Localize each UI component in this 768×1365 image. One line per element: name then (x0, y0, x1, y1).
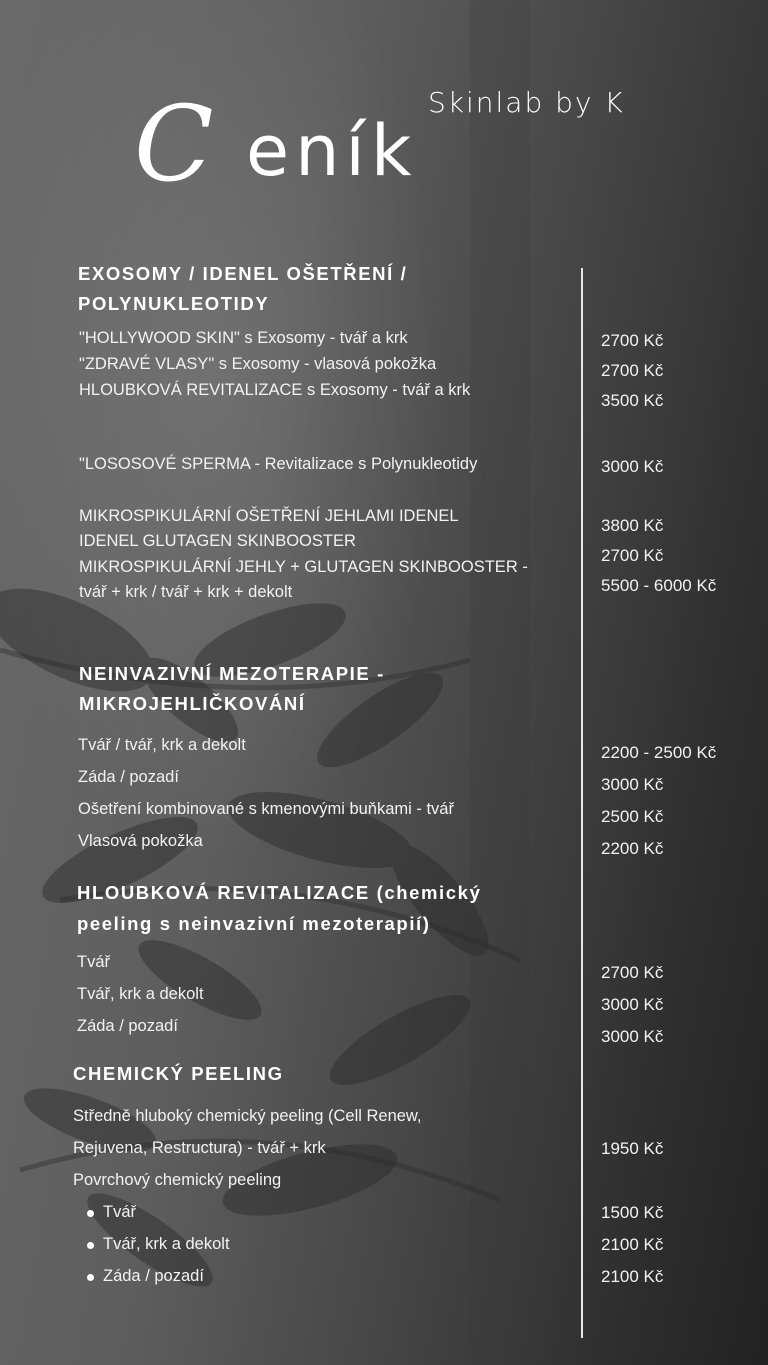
service-item: Tvář / tvář, krk a dekolt (78, 736, 246, 754)
price: 1950 Kč (601, 1139, 664, 1158)
price: 3000 Kč (601, 1027, 664, 1046)
service-item: Záda / pozadí (78, 768, 179, 786)
section-heading: HLOUBKOVÁ REVITALIZACE (chemický (77, 882, 482, 903)
section-heading: CHEMICKÝ PEELING (73, 1063, 284, 1084)
service-item: Tvář (77, 953, 110, 971)
price: 3000 Kč (601, 775, 664, 794)
service-item: Středně hluboký chemický peeling (Cell Renew, (73, 1107, 422, 1125)
title-rest: eník (246, 110, 418, 192)
section-heading: EXOSOMY / IDENEL OŠETŘENÍ / (78, 263, 408, 284)
section-heading: MIKROJEHLIČKOVÁNÍ (79, 693, 306, 714)
price: 3500 Kč (601, 391, 664, 410)
column-divider (581, 268, 583, 1338)
service-item: Tvář, krk a dekolt (103, 1235, 230, 1253)
page-title (134, 83, 444, 205)
bullet-icon (87, 1242, 94, 1249)
price: 2200 - 2500 Kč (601, 743, 717, 762)
price: 2700 Kč (601, 331, 664, 350)
price: 3000 Kč (601, 457, 664, 476)
service-item: Záda / pozadí (77, 1017, 178, 1035)
service-item: Povrchový chemický peeling (73, 1171, 282, 1189)
price: 2200 Kč (601, 839, 664, 858)
brand-name: Skinlab by K (428, 86, 625, 119)
service-item: IDENEL GLUTAGEN SKINBOOSTER (79, 532, 356, 550)
price: 2700 Kč (601, 963, 664, 982)
service-item: tvář + krk / tvář + krk + dekolt (79, 583, 293, 601)
service-item: HLOUBKOVÁ REVITALIZACE s Exosomy - tvář a krk (79, 381, 471, 399)
price: 5500 - 6000 Kč (601, 576, 717, 595)
service-item: Záda / pozadí (103, 1267, 204, 1285)
section-heading: peeling s neinvazivní mezoterapií) (77, 913, 431, 934)
price: 3000 Kč (601, 995, 664, 1014)
service-item: MIKROSPIKULÁRNÍ JEHLY + GLUTAGEN SKINBOOSTER - (79, 558, 528, 576)
bullet-icon (87, 1210, 94, 1217)
section-heading: POLYNUKLEOTIDY (78, 293, 270, 314)
service-item: "HOLLYWOOD SKIN" s Exosomy - tvář a krk (79, 329, 408, 347)
service-item: "LOSOSOVÉ SPERMA - Revitalizace s Polynukleotidy (79, 455, 478, 473)
bullet-icon (87, 1274, 94, 1281)
title-initial: C (134, 83, 214, 205)
price: 2700 Kč (601, 361, 664, 380)
service-item: Ošetření kombinované s kmenovými buňkami - tvář (78, 800, 454, 818)
price: 2100 Kč (601, 1267, 664, 1286)
service-item: MIKROSPIKULÁRNÍ OŠETŘENÍ JEHLAMI IDENEL (79, 507, 459, 525)
service-item: Tvář (103, 1203, 136, 1221)
price: 3800 Kč (601, 516, 664, 535)
service-item: Vlasová pokožka (78, 832, 203, 850)
service-item: Tvář, krk a dekolt (77, 985, 204, 1003)
section-heading: NEINVAZIVNÍ MEZOTERAPIE - (79, 663, 385, 684)
service-item: "ZDRAVÉ VLASY" s Exosomy - vlasová pokožka (79, 355, 437, 373)
price: 1500 Kč (601, 1203, 664, 1222)
price: 2700 Kč (601, 546, 664, 565)
service-item: Rejuvena, Restructura) - tvář + krk (73, 1139, 326, 1157)
price: 2100 Kč (601, 1235, 664, 1254)
price: 2500 Kč (601, 807, 664, 826)
